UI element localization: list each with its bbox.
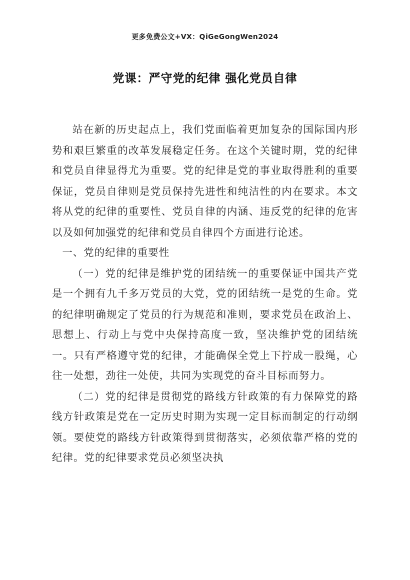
document-body bbox=[52, 121, 358, 470]
section-paragraph-2: （二）党的纪律是贯彻党的路线方针政策的有力保障党的路线方针政策是党在一定历史时期为实现一定目标而制定的行动纲领。要使党的路线方针政策得到贯彻落实，必须依靠严格的党的纪律。党的纪律要求党员必须坚决执 bbox=[52, 391, 358, 464]
section-heading: 一、党的纪律的重要性 bbox=[62, 248, 170, 259]
document-title: 党课：严守党的纪律 强化党员自律 bbox=[112, 71, 298, 85]
header-note: 更多免费公文+VX：QiGeGongWen2024 bbox=[131, 33, 279, 41]
intro-paragraph: 站在新的历史起点上，我们党面临着更加复杂的国际国内形势和艰巨繁重的改革发展稳定任务。在这个关键时期，党的纪律和党员自律显得尤为重要。党的纪律是党的事业取得胜利的重要保证，党员自律则是党员保持先进性和纯洁性的内在要求。本文将从党的纪律的重要性、党员自律的内涵、违反党的纪律的危害以及如何加强党的纪律和党员自律四个方面进行论述。 bbox=[52, 125, 358, 239]
section-paragraph-1: （一）党的纪律是维护党的团结统一的重要保证中国共产党是一个拥有九千多万党员的大党，党的团结统一是党的生命。党的纪律明确规定了党员的行为规范和准则，要求党员在政治上、思想上、行动上与党中央保持高度一致，坚决维护党的团结统一。只有严格遵守党的纪律，才能确保全党上下拧成一股绳，心往一处想，劲往一处使，共同为实现党的奋斗目标而努力。 bbox=[52, 268, 358, 382]
